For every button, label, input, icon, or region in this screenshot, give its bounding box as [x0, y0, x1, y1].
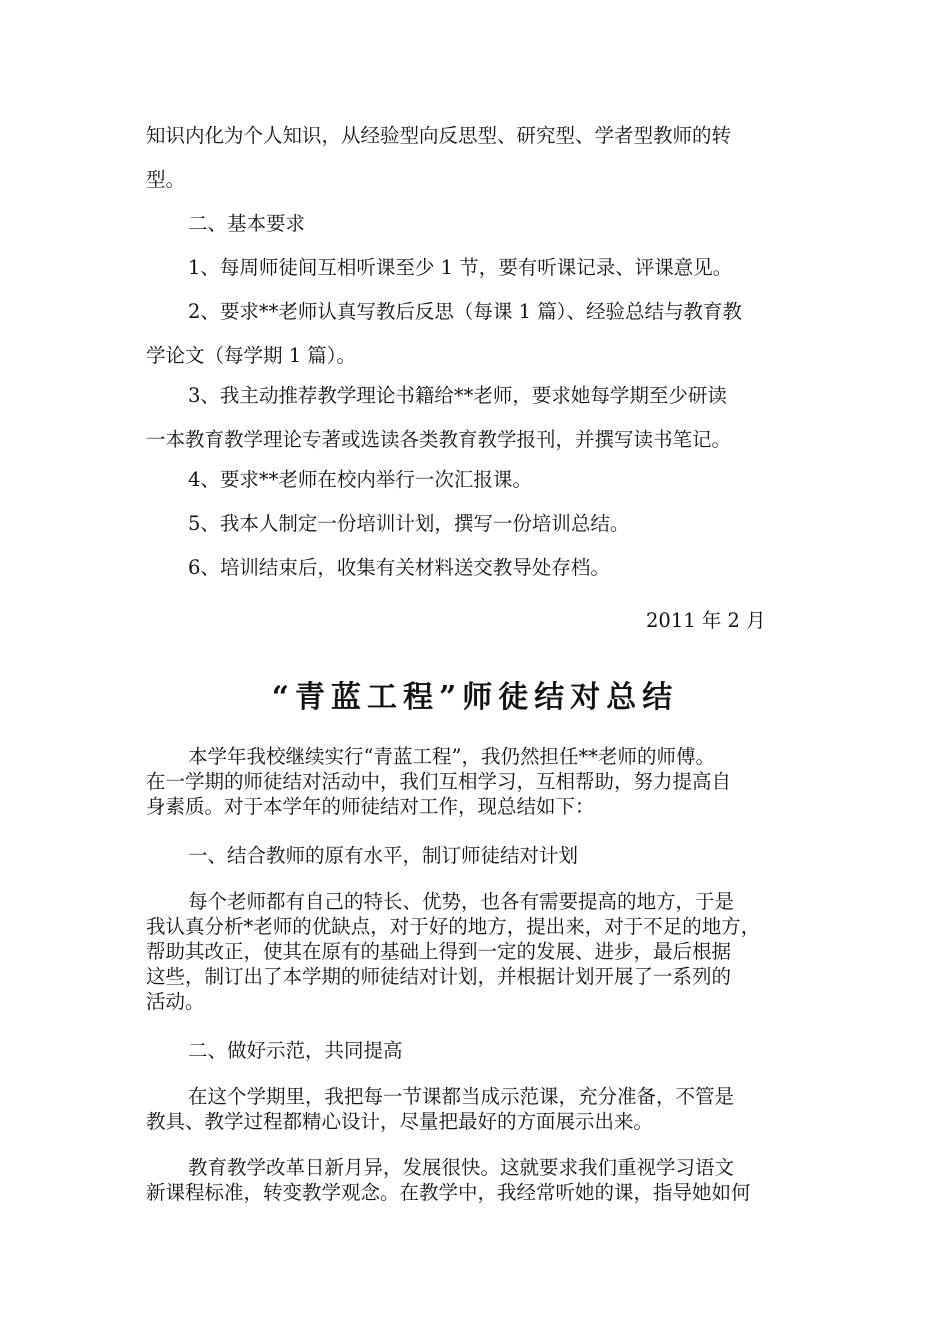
requirement-item-6: 6、培训结束后，收集有关材料送交教导处存档。 [188, 556, 610, 579]
summary-paragraph-2-line-3: 帮助其改正，使其在原有的基础上得到一定的发展、进步，最后根据 [146, 940, 732, 963]
requirement-item-5: 5、我本人制定一份培训计划，撰写一份培训总结。 [188, 512, 630, 535]
requirement-item-3-line-1: 3、我主动推荐教学理论书籍给**老师，要求她每学期至少研读 [188, 384, 727, 407]
summary-heading-1: 一、结合教师的原有水平，制订师徒结对计划 [188, 844, 579, 867]
summary-paragraph-1 [146, 744, 810, 819]
summary-paragraph-4 [146, 1155, 810, 1205]
summary-paragraph-1-line-1: 本学年我校继续实行“青蓝工程”，我仍然担任**老师的师傅。 [188, 745, 715, 768]
summary-paragraph-2-line-5: 活动。 [146, 990, 205, 1013]
requirement-item-2-line-2: 学论文（每学期 1 篇）。 [146, 344, 357, 367]
requirement-item-2-line-1: 2、要求**老师认真写教后反思（每课 1 篇）、经验总结与教育教 [188, 300, 742, 323]
intro-paragraph [146, 114, 810, 202]
summary-paragraph-4-line-2: 新课程标准，转变教学观念。在教学中，我经常听她的课，指导她如何 [146, 1181, 751, 1204]
summary-paragraph-3-line-2: 教具、教学过程都精心设计，尽量把最好的方面展示出来。 [146, 1110, 654, 1133]
summary-paragraph-1-line-2: 在一学期的师徒结对活动中，我们互相学习，互相帮助，努力提高自 [146, 770, 732, 793]
requirement-item-3-line-2: 一本教育教学理论专著或选读各类教育教学报刊，并撰写读书笔记。 [146, 428, 732, 451]
intro-line-2: 型。 [146, 168, 186, 191]
summary-paragraph-1-line-3: 身素质。对于本学年的师徒结对工作，现总结如下： [146, 795, 595, 818]
heading-basic-requirements: 二、基本要求 [188, 212, 306, 235]
summary-paragraph-2-line-1: 每个老师都有自己的特长、优势，也各有需要提高的地方，于是 [188, 890, 735, 913]
summary-heading-2: 二、做好示范，共同提高 [188, 1039, 403, 1062]
summary-paragraph-2-line-4: 这些，制订出了本学期的师徒结对计划，并根据计划开展了一系列的 [146, 965, 732, 988]
requirement-item-4: 4、要求**老师在校内举行一次汇报课。 [188, 468, 532, 491]
document-date: 2011 年 2 月 [646, 609, 766, 632]
summary-paragraph-2-line-2: 我认真分析*老师的优缺点，对于好的地方，提出来，对于不足的地方， [146, 915, 761, 938]
requirement-item-2 [146, 290, 810, 378]
requirement-item-3 [146, 374, 810, 462]
summary-title: “青蓝工程”师徒结对总结 [271, 680, 679, 715]
summary-paragraph-3 [146, 1084, 810, 1134]
summary-paragraph-3-line-1: 在这个学期里，我把每一节课都当成示范课，充分准备，不管是 [188, 1085, 735, 1108]
summary-paragraph-4-line-1: 教育教学改革日新月异，发展很快。这就要求我们重视学习语文 [188, 1156, 735, 1179]
requirement-item-1: 1、每周师徒间互相听课至少 1 节，要有听课记录、评课意见。 [188, 256, 733, 279]
summary-paragraph-2 [146, 889, 810, 1014]
intro-line-1: 知识内化为个人知识，从经验型向反思型、研究型、学者型教师的转 [146, 124, 732, 147]
